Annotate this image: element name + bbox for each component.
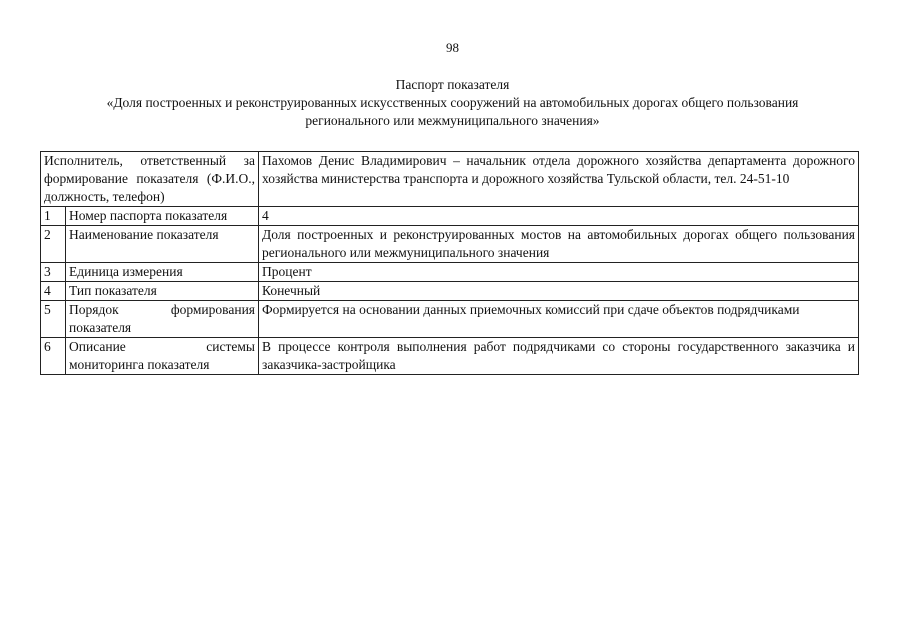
executor-value: Пахомов Денис Владимирович – начальник отдела дорожного хозяйства департамента дорожного хозяйства министерства транспорта и дорожного хозяйства Тульской области, тел. 24-51-10 [259, 152, 859, 207]
executor-label: Исполнитель, ответственный за формирование показателя (Ф.И.О., должность, телефон) [41, 152, 259, 207]
row-number: 2 [41, 226, 66, 263]
table-row [41, 263, 859, 282]
title-line-3: регионального или межмуниципального значения» [305, 113, 600, 128]
table-row-executor [41, 152, 859, 207]
row-label: Порядок формирования показателя [66, 301, 259, 338]
title-line-2: «Доля построенных и реконструированных искусственных сооружений на автомобильных дорогах общего пользования [106, 95, 799, 110]
row-value: В процессе контроля выполнения работ подрядчиками со стороны государственного заказчика и заказчика-застройщика [259, 338, 859, 375]
row-number: 5 [41, 301, 66, 338]
table-row [41, 282, 859, 301]
row-value: Формируется на основании данных приемочных комиссий при сдаче объектов подрядчиками [259, 301, 859, 338]
row-number: 1 [41, 207, 66, 226]
table-row [41, 207, 859, 226]
title-line-1: Паспорт показателя [395, 77, 510, 92]
table-row [41, 301, 859, 338]
page-number: 98 [446, 40, 459, 55]
row-label: Описание системы мониторинга показателя [66, 338, 259, 375]
row-label: Тип показателя [66, 282, 259, 301]
row-number: 4 [41, 282, 66, 301]
row-label: Номер паспорта показателя [66, 207, 259, 226]
row-label: Единица измерения [66, 263, 259, 282]
row-number: 3 [41, 263, 66, 282]
row-value: 4 [259, 207, 859, 226]
table-row [41, 226, 859, 263]
passport-table [40, 151, 859, 375]
table-row [41, 338, 859, 375]
document-title [40, 76, 865, 130]
row-value: Доля построенных и реконструированных мостов на автомобильных дорогах общего пользования регионального или межмуниципального значения [259, 226, 859, 263]
row-label: Наименование показателя [66, 226, 259, 263]
row-value: Процент [259, 263, 859, 282]
row-number: 6 [41, 338, 66, 375]
row-value: Конечный [259, 282, 859, 301]
